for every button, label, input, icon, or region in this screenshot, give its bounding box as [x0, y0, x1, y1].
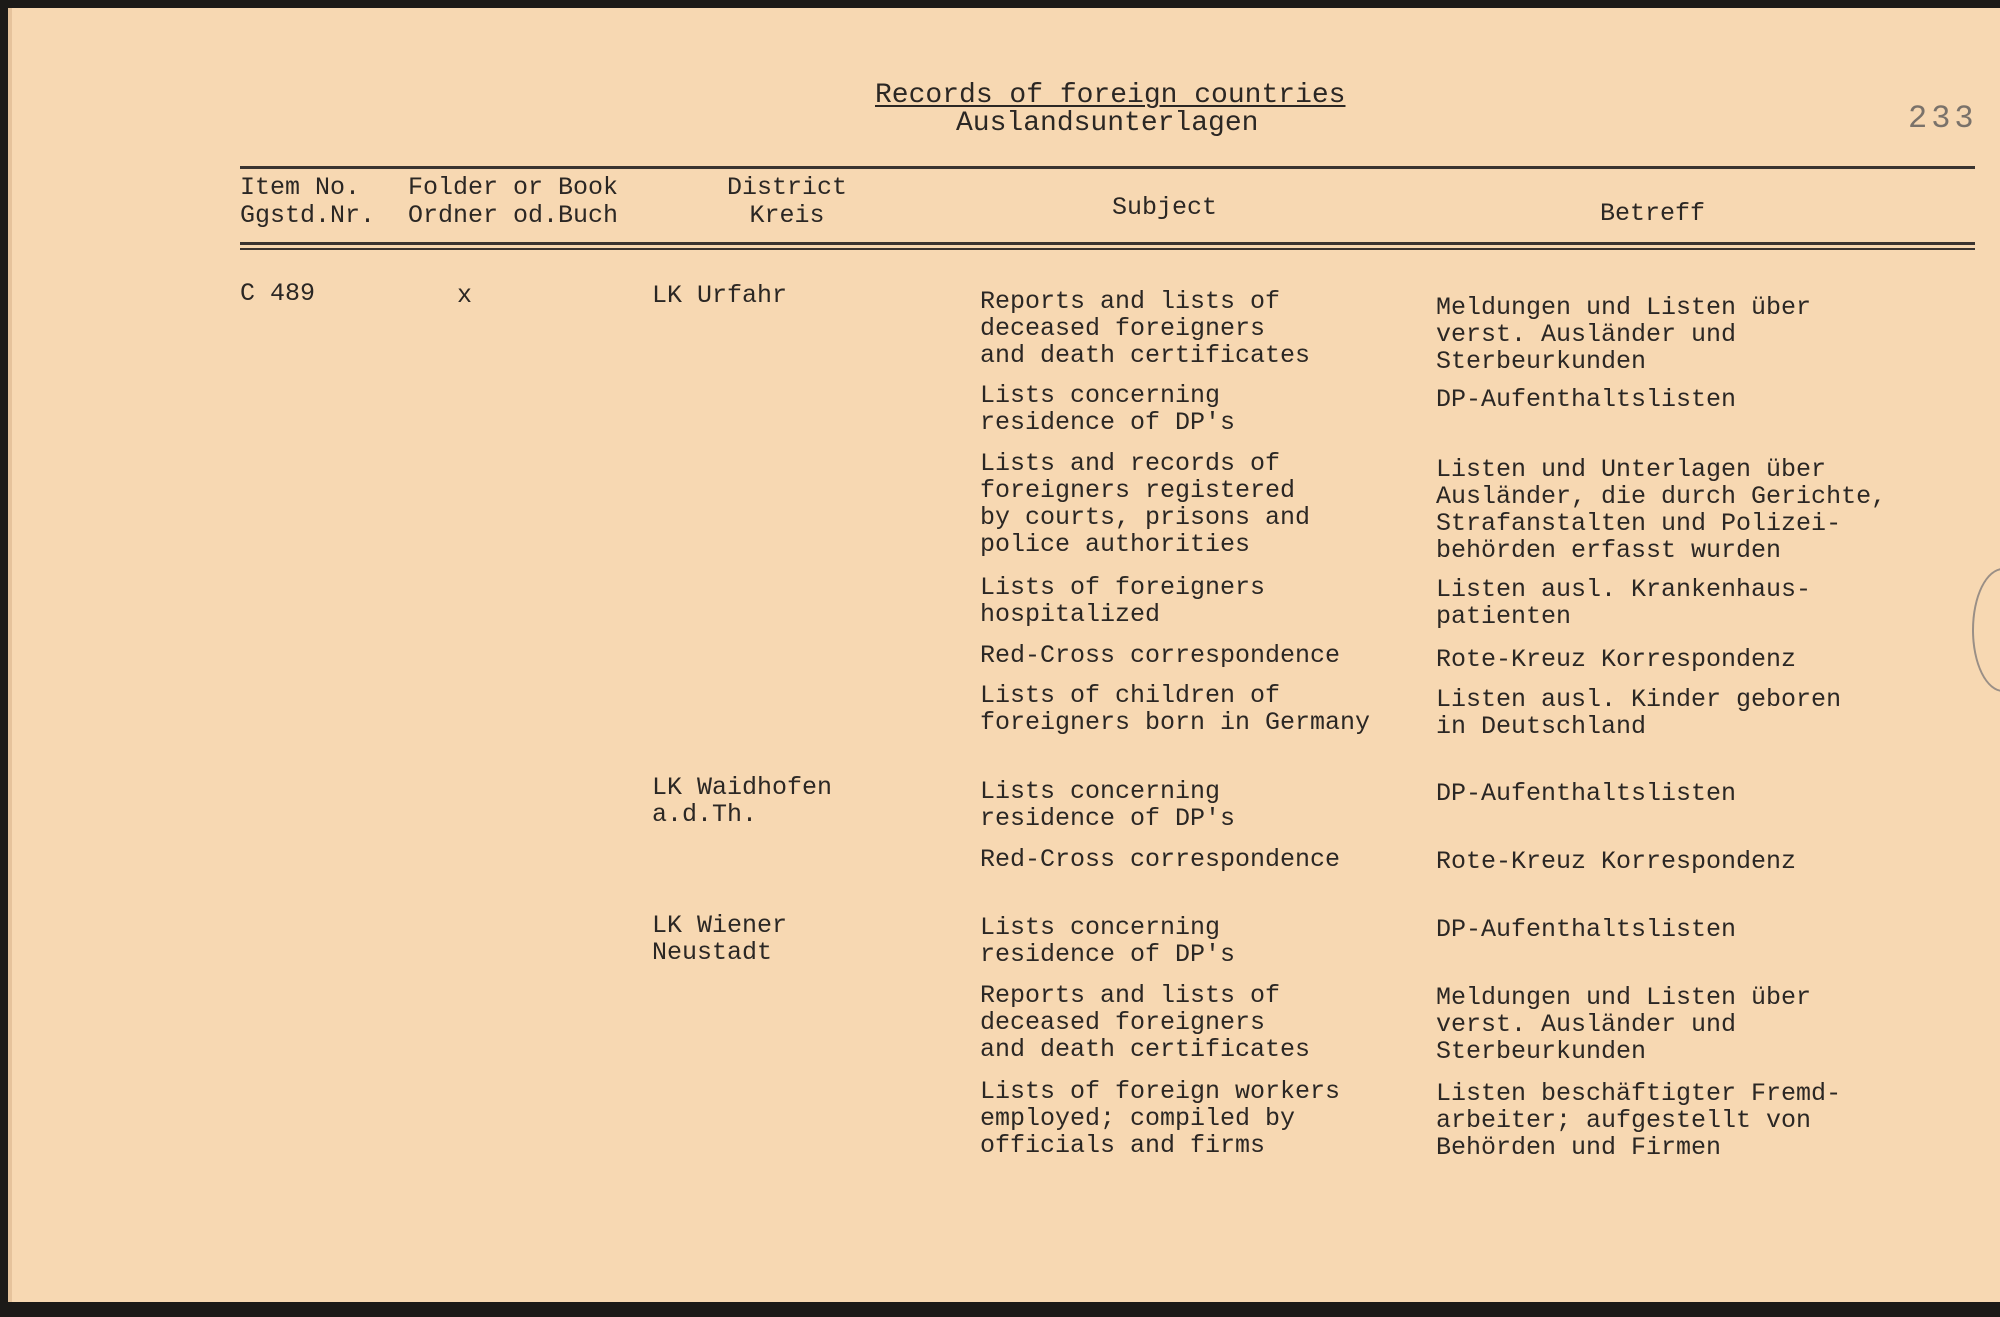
entry-subject: Lists concerning residence of DP's	[980, 381, 1236, 437]
entry-subject: Reports and lists of deceased foreigners and death certificates	[980, 287, 1311, 370]
entry-betreff: DP-Aufenthaltslisten	[1436, 915, 1737, 944]
title-english: Records of foreign countries	[875, 80, 1346, 111]
folder-mark: x	[457, 281, 473, 310]
entry-betreff: Listen und Unterlagen über Ausländer, die durch Gerichte, Strafanstalten und Polizei- behörden erfasst wurden	[1436, 455, 1887, 565]
entry-subject: Lists of foreigners hospitalized	[980, 573, 1266, 629]
entry-betreff: DP-Aufenthaltslisten	[1436, 385, 1737, 414]
entry-subject: Lists concerning residence of DP's	[980, 777, 1236, 833]
column-header-subject: Subject	[1112, 193, 1218, 222]
header-rule-2	[240, 248, 1975, 250]
entry-subject: Lists of foreign workers employed; compiled by officials and firms	[980, 1077, 1341, 1160]
header-rule-1	[240, 242, 1975, 245]
entry-betreff: Listen ausl. Krankenhaus- patienten	[1436, 575, 1812, 631]
entry-betreff: Meldungen und Listen über verst. Ausländer und Sterbeurkunden	[1436, 293, 1812, 376]
entry-subject: Lists concerning residence of DP's	[980, 913, 1236, 969]
entry-district: LK Waidhofen a.d.Th.	[652, 773, 833, 829]
page-number: 233	[1908, 100, 1978, 137]
entry-betreff: Meldungen und Listen über verst. Ausländer und Sterbeurkunden	[1436, 983, 1812, 1066]
document-page	[8, 8, 2000, 1302]
item-number: C 489	[240, 279, 316, 308]
entry-betreff: Listen beschäftigter Fremd- arbeiter; aufgestellt von Behörden und Firmen	[1436, 1079, 1842, 1162]
paper-curl-decoration	[1972, 568, 2000, 692]
entry-betreff: DP-Aufenthaltslisten	[1436, 779, 1737, 808]
column-header-folder: Folder or Book Ordner od.Buch	[408, 173, 619, 230]
entry-subject: Red-Cross correspondence	[980, 845, 1341, 874]
entry-subject: Lists and records of foreigners registered by courts, prisons and police authorities	[980, 449, 1311, 559]
entry-district: LK Urfahr	[652, 281, 788, 310]
header-top-rule	[240, 166, 1975, 169]
entry-betreff: Rote-Kreuz Korrespondenz	[1436, 645, 1797, 674]
entry-district: LK Wiener Neustadt	[652, 911, 788, 967]
column-header-betreff: Betreff	[1600, 199, 1706, 228]
title-german: Auslandsunterlagen	[956, 108, 1259, 139]
entry-betreff: Rote-Kreuz Korrespondenz	[1436, 847, 1797, 876]
entry-subject: Reports and lists of deceased foreigners and death certificates	[980, 981, 1311, 1064]
entry-subject: Lists of children of foreigners born in Germany	[980, 681, 1371, 737]
entry-betreff: Listen ausl. Kinder geboren in Deutschland	[1436, 685, 1842, 741]
column-header-district: District Kreis	[726, 173, 848, 230]
column-header-item-no: Item No. Ggstd.Nr.	[240, 173, 376, 230]
entry-subject: Red-Cross correspondence	[980, 641, 1341, 670]
